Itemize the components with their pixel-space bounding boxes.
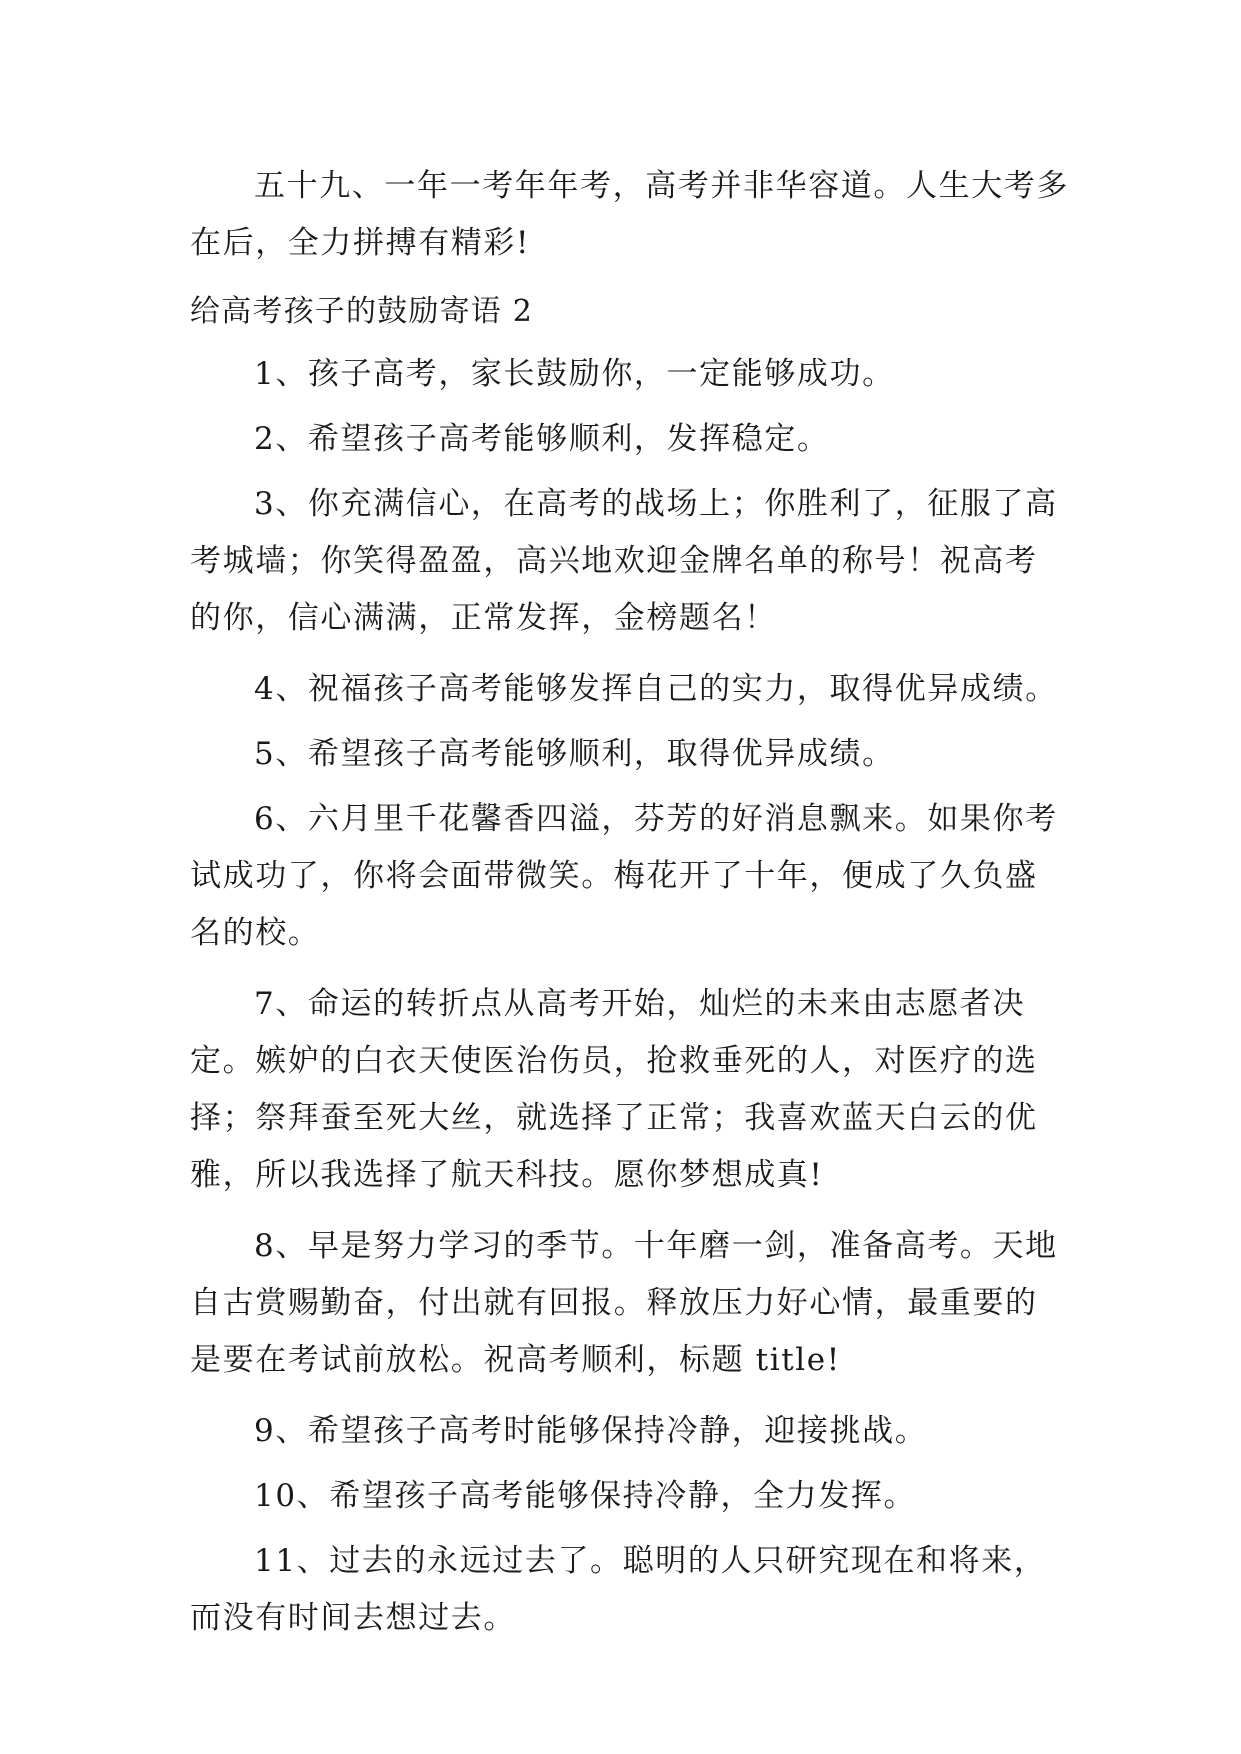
list-item: 2、希望孩子高考能够顺利，发挥稳定。 [254,421,830,457]
list-item: 1、孩子高考，家长鼓励你，一定能够成功。 [254,356,895,392]
list-item: 6、六月里千花馨香四溢，芬芳的好消息飘来。如果你考试成功了，你将会面带微笑。梅花开了十年，便成了久负盛名的校。 [190,801,1058,951]
list-item: 4、祝福孩子高考能够发挥自己的实力，取得优异成绩。 [254,671,1058,707]
list-item: 10、希望孩子高考能够保持冷静，全力发挥。 [254,1478,917,1514]
list-item: 3、你充满信心，在高考的战场上；你胜利了，征服了高考城墙；你笑得盈盈，高兴地欢迎金牌名单的称号！祝高考的你，信心满满，正常发挥，金榜题名！ [190,486,1058,636]
intro-paragraph: 五十九、一年一考年年考，高考并非华容道。人生大考多在后，全力拼搏有精彩! [190,168,1069,261]
list-item: 8、早是努力学习的季节。十年磨一剑，准备高考。天地自古赏赐勤奋，付出就有回报。释放压力好心情，最重要的是要在考试前放松。祝高考顺利，标题 title! [190,1228,1058,1378]
list-item: 5、希望孩子高考能够顺利，取得优异成绩。 [254,736,895,772]
list-item: 9、希望孩子高考时能够保持冷静，迎接挑战。 [254,1413,928,1449]
section-title: 给高考孩子的鼓励寄语 2 [190,294,534,329]
document-body [190,158,1070,1661]
list-item: 7、命运的转折点从高考开始，灿烂的未来由志愿者决定。嫉妒的白衣天使医治伤员，抢救垂死的人，对医疗的选择；祭拜蚕至死大丝，就选择了正常；我喜欢蓝天白云的优雅，所以我选择了航天科技。愿你梦想成真! [190,986,1038,1193]
list-item: 11、过去的永远过去了。聪明的人只研究现在和将来，而没有时间去想过去。 [190,1543,1047,1636]
